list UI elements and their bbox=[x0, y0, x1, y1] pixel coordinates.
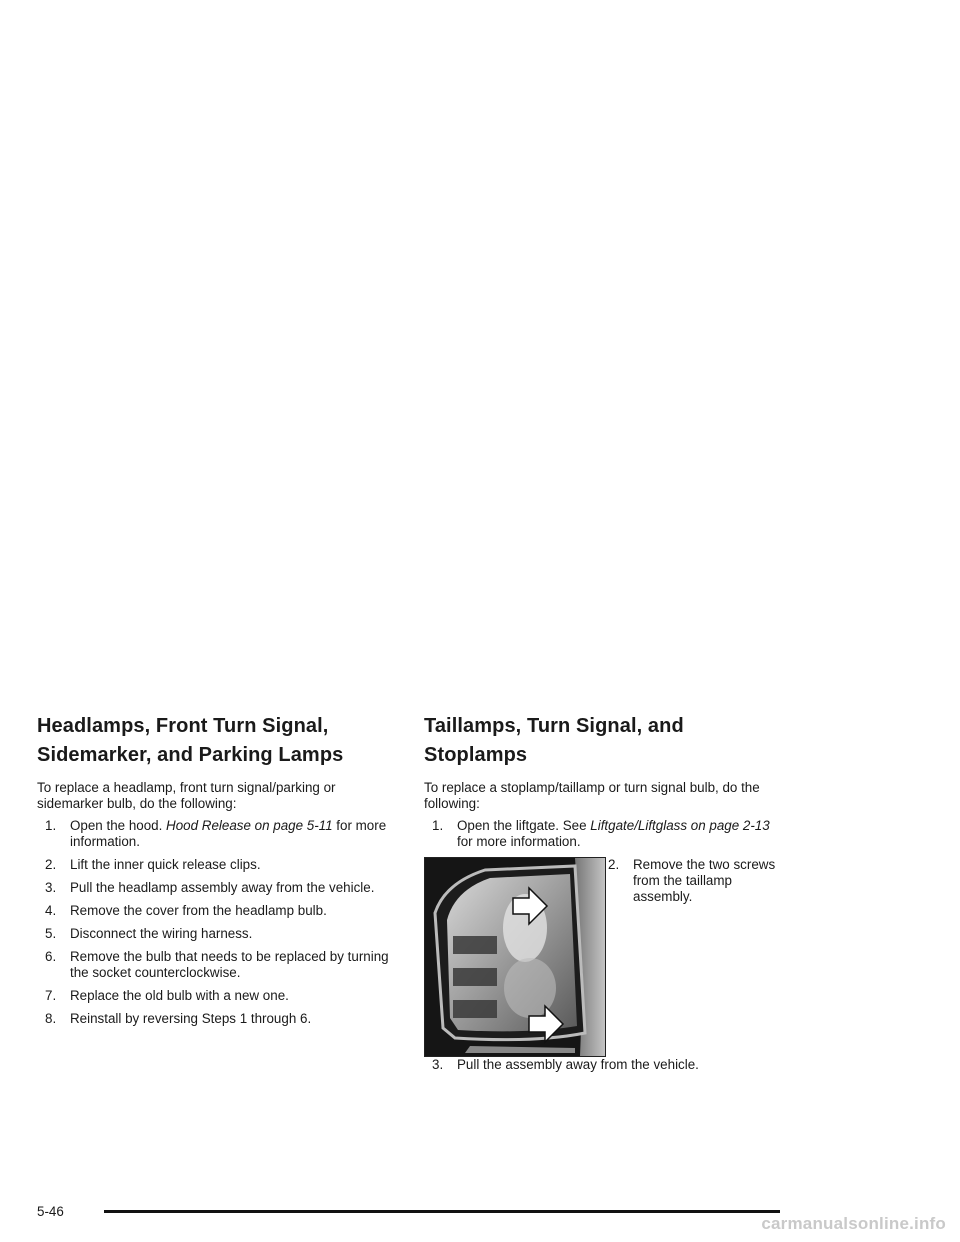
taillamp-figure-row bbox=[424, 857, 774, 1057]
taillamps-step-2 bbox=[608, 857, 778, 912]
step-item: 7. Replace the old bulb with a new one. bbox=[45, 988, 289, 1003]
step-item: 2. Lift the inner quick release clips. bbox=[45, 857, 261, 872]
page-number: 5-46 bbox=[37, 1204, 64, 1219]
step-item: 5. Disconnect the wiring harness. bbox=[45, 926, 253, 941]
step-item: 1. Open the hood. Hood Release on page 5-11 for more information. bbox=[45, 818, 387, 849]
taillamps-step-3 bbox=[424, 1057, 774, 1073]
step-item: 1. Open the liftgate. See Liftgate/Liftglass on page 2-13 for more information. bbox=[432, 818, 770, 849]
taillamps-intro: To replace a stoplamp/taillamp or turn signal bulb, do the following: bbox=[424, 780, 760, 811]
taillamps-heading: Taillamps, Turn Signal, and Stoplamps bbox=[424, 715, 684, 766]
step-item: 8. Reinstall by reversing Steps 1 through 6. bbox=[45, 1011, 312, 1026]
step-item: 4. Remove the cover from the headlamp bulb. bbox=[45, 903, 327, 918]
headlamps-heading: Headlamps, Front Turn Signal, Sidemarker, and Parking Lamps bbox=[37, 715, 344, 766]
liftgate-reference[interactable]: Liftgate/Liftglass on page 2-13 bbox=[590, 818, 770, 833]
hood-release-reference[interactable]: Hood Release on page 5-11 bbox=[166, 818, 333, 833]
taillamps-steps bbox=[424, 818, 774, 850]
left-column bbox=[37, 712, 402, 1034]
step-item: 2. Remove the two screws from the taillamp assembly. bbox=[608, 857, 776, 904]
headlamps-steps bbox=[37, 818, 402, 1027]
taillamp-illustration bbox=[424, 857, 606, 1057]
headlamps-intro: To replace a headlamp, front turn signal/parking or sidemarker bulb, do the following: bbox=[37, 780, 336, 811]
step-item: 3. Pull the assembly away from the vehicle. bbox=[432, 1057, 699, 1072]
taillamp-drawing bbox=[425, 858, 605, 1056]
right-column bbox=[424, 712, 774, 1080]
step-item: 6. Remove the bulb that needs to be replaced by turning the socket counterclockwise. bbox=[45, 949, 389, 980]
step-item: 3. Pull the headlamp assembly away from the vehicle. bbox=[45, 880, 375, 895]
footer-rule bbox=[104, 1210, 780, 1213]
watermark: carmanualsonline.info bbox=[761, 1214, 946, 1233]
